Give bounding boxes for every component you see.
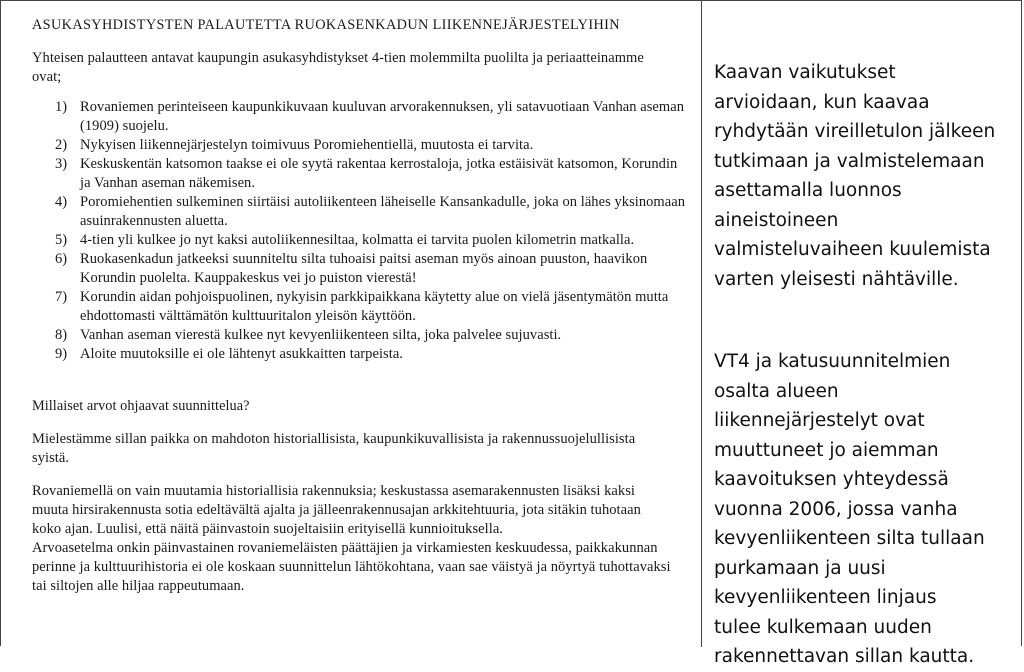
list-item-text: Poromiehentien sulkeminen siirtäisi autoliikenteen läheiselle Kansankadulle, joka on lähes yksinomaan asuinrakennusten aluetta.	[80, 194, 686, 229]
list-item	[55, 136, 690, 155]
principles-list	[32, 98, 701, 364]
list-item-text: Ruokasenkadun jatkeeksi suunniteltu silta tuhoaisi paitsi aseman myös ainoan puuston, haavikon Korundin puolelta. Kauppakeskus vei jo puiston vierestä!	[80, 251, 648, 286]
response-column	[714, 58, 1014, 672]
list-item-number: 1)	[55, 99, 68, 115]
list-item-number: 2)	[55, 137, 68, 153]
intro-paragraph: Yhteisen palautteen antavat kaupungin asukasyhdistykset 4-tien molemmilta puolilta ja periaatteinamme ovat;	[32, 50, 644, 85]
list-item-text: Keskuskentän katsomon taakse ei ole syytä rakentaa kerrostaloja, jotka estäisivät katsomon, Korundin ja Vanhan aseman näkemisen.	[80, 156, 678, 191]
list-item-text: Rovaniemen perinteiseen kaupunkikuvaan kuuluvan arvorakennuksen, yli satavuotiaan Vanhan aseman (1909) suojelu.	[80, 99, 685, 134]
response-paragraph-traffic: VT4 ja katusuunnitelmien osalta alueen liikennejärjestelyt ovat muuttuneet jo aiemman kaavoituksen yhteydessä vuonna 2006, jossa vanha kevyenliikenteen silta tullaan purkamaan ja uusi kevyenliikenteen linjaus tulee kulkemaan uuden rakennettavan sillan kautta.	[714, 351, 985, 667]
list-item-text: Vanhan aseman vierestä kulkee nyt kevyenliikenteen silta, joka palvelee sujuvasti.	[80, 327, 562, 343]
list-item-number: 6)	[55, 251, 68, 267]
feedback-column	[1, 1, 701, 647]
list-item-text: Korundin aidan pohjoispuolinen, nykyisin parkkipaikkana käytetty alue on vielä jäsentymätön mutta ehdottomasti välttämätön kulttuuritalon yleisön käyttöön.	[80, 289, 669, 324]
list-item-text: Nykyisen liikennejärjestelyn toimivuus Poromiehentiellä, muutosta ei tarvita.	[80, 137, 534, 153]
paragraph-history: Rovaniemellä on vain muutamia historiallisia rakennuksia; keskustassa asemarakennusten lisäksi kaksi muuta hirsirakennusta sotia edeltävältä ajalta ja jälleenrakennusajan arkkitehtuuria, jota sitäkin tuhotaan koko ajan. Luulisi, että näitä päinvastoin suojeltaisiin erityisellä kunnioituksella.	[32, 483, 641, 537]
list-item-number: 5)	[55, 232, 68, 248]
list-item	[55, 345, 690, 364]
list-item	[55, 231, 690, 250]
list-item-number: 8)	[55, 327, 68, 343]
list-item	[55, 326, 690, 345]
list-item	[55, 288, 690, 326]
response-paragraph-assessment: Kaavan vaikutukset arvioidaan, kun kaavaa ryhdytään vireilletulon jälkeen tutkimaan ja valmistelemaan asettamalla luonnos aineistoineen valmisteluvaiheen kuulemista varten yleisesti nähtäville.	[714, 62, 996, 290]
list-item-number: 3)	[55, 156, 68, 172]
list-item-number: 4)	[55, 194, 68, 210]
list-item-number: 9)	[55, 346, 68, 362]
column-divider	[701, 1, 702, 647]
list-item-text: 4-tien yli kulkee jo nyt kaksi autoliikennesiltaa, kolmatta ei tarvita puolen kilometrin matkalla.	[80, 232, 635, 248]
section-question: Millaiset arvot ohjaavat suunnittelua?	[32, 398, 250, 414]
paragraph-values: Arvoasetelma onkin päinvastainen rovaniemeläisten päättäjien ja virkamiesten keskuudessa, paikkakunnan perinne ja kulttuurihistoria ei ole koskaan suunnittelun lähtökohtana, vaan sae väistyä ja nöyrtyä tuhottavaksi tai siltojen alle hiljaa rappeutumaan.	[32, 540, 671, 594]
list-item	[55, 155, 690, 193]
list-item-text: Aloite muutoksille ei ole lähtenyt asukkaitten tarpeista.	[80, 346, 403, 362]
list-item-number: 7)	[55, 289, 68, 305]
list-item	[55, 98, 690, 136]
list-item	[55, 250, 690, 288]
document-title: ASUKASYHDISTYSTEN PALAUTETTA RUOKASENKADUN LIIKENNEJÄRJESTELYIHIN	[32, 17, 620, 33]
list-item	[55, 193, 690, 231]
paragraph-location: Mielestämme sillan paikka on mahdoton historiallisista, kaupunkikuvallisista ja rakennussuojelullisista syistä.	[32, 431, 636, 466]
